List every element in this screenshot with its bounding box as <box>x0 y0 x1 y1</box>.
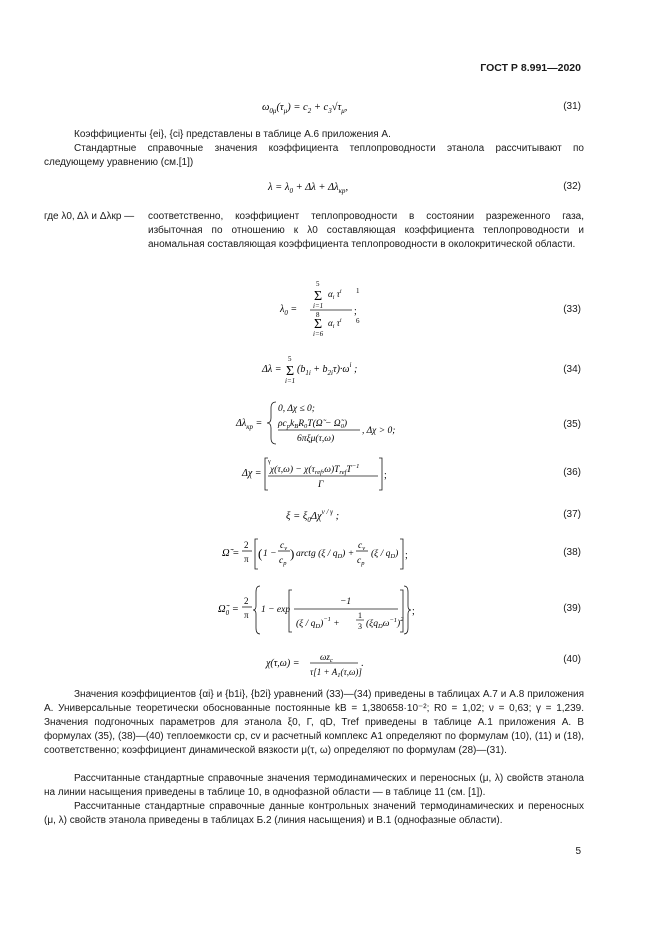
svg-text:cv: $c_v$ <box>358 541 366 552</box>
svg-text:i=1: i=1 <box>313 302 324 310</box>
svg-text:ξ = ξ0Δχν / γ ;: $\xi = \xi_0\Delta\chi^{\nu / \gamma}$ ; <box>286 508 340 524</box>
svg-text:ω0μ(τμ) = c2 + c3√τμ,: $\omega_{0\mu}(\tau_\mu) = c_2 + c_3√\tau_\mu$, <box>262 102 348 115</box>
svg-text:Σ: Σ <box>314 317 323 332</box>
paragraph-control-values: Рассчитанные стандартные справочные данные контрольных значений термодинамических и переносных (μ, λ) свойств этанола приведены в таблицах Б.2 (линия насыщения) и В.1 (однофазные области). <box>44 801 584 826</box>
svg-text:cp: $c_p$ <box>357 556 365 567</box>
where-body: соответственно, коэффициент теплопроводности в состоянии разреженного газа, избыточная по отношению к λ0 составляющая коэффициента теплопроводности и аномальная составляющая коэффициента теплопроводности в околокритической области. <box>148 211 584 250</box>
svg-text:χ(τ,ω) − χ(τref,ω)TrefT−1: $\chi(\tau,\omega) - \chi(\tau_{ref},\omega)T_{ref}T^{-1}$ <box>270 463 360 476</box>
svg-text:5: 5 <box>288 356 292 363</box>
equation-39 <box>0 584 661 636</box>
svg-text:Ω̃ =: Ω̃ = <box>222 548 240 559</box>
document-header: ГОСТ Р 8.991—2020 <box>480 62 581 74</box>
equation-39-formula <box>0 584 661 636</box>
equation-31 <box>0 98 661 122</box>
svg-text:cp: $c_p$ <box>279 556 287 567</box>
svg-text:λ = λ0 + Δλ + Δλкр,: $\lambda = \lambda_0 + \Delta\lambda + \Delta\lambda_{кр}$, <box>268 182 349 195</box>
equation-32-formula <box>0 178 661 202</box>
svg-text:1 − exp: 1 − exp <box>261 605 291 615</box>
svg-text:i=1: i=1 <box>285 377 296 385</box>
equation-35-formula <box>0 400 661 446</box>
equation-40-formula <box>0 648 661 680</box>
svg-text:γ: γ <box>268 459 271 465</box>
equation-number: (33) <box>563 304 581 315</box>
equation-33-formula <box>0 278 661 338</box>
page-number: 5 <box>575 846 581 857</box>
equation-number: (37) <box>563 509 581 520</box>
svg-text:3: 3 <box>358 622 362 631</box>
svg-text:Ω̃0 =: $\Omegã_0$ = <box>218 604 239 617</box>
equation-number: (31) <box>563 101 581 112</box>
where-clause <box>44 210 584 252</box>
equation-35 <box>0 400 661 446</box>
paragraph-calculated-values: Рассчитанные стандартные справочные значения термодинамических и переносных (μ, λ) свойств этанола на линии насыщения приведены в таблице 10, в однофазной области — в таблице 11 (см. [1]). <box>44 773 584 798</box>
svg-text:1: 1 <box>356 287 360 295</box>
svg-text:αi τi: $\alpha_i$ $\tau^i$ <box>328 289 342 301</box>
svg-text:1 −: 1 − <box>263 549 277 559</box>
equation-34-formula <box>0 356 661 386</box>
svg-text:;: ; <box>412 606 415 617</box>
equation-37-formula <box>0 506 661 530</box>
equation-33 <box>0 278 661 338</box>
svg-text:(ξqDω−1)2: $(\xi q_D\omega^{-1})^2$ <box>366 616 404 630</box>
svg-text:0, Δχ ≤ 0;: 0, Δχ ≤ 0; <box>278 404 315 414</box>
svg-text:Δχ =: Δχ = <box>242 468 262 479</box>
svg-text:Δλкр =: $\Delta\lambda_{кр}$ = <box>236 418 263 431</box>
paragraph-standard-values: Стандартные справочные значения коэффициента теплопроводности этанола рассчитывают по следующему уравнению (см.[1]) <box>44 143 584 168</box>
svg-text:Σ: Σ <box>286 364 295 379</box>
equation-number: (35) <box>563 419 581 430</box>
svg-text:, Δχ > 0;: , Δχ > 0; <box>362 426 396 436</box>
paragraph-coefficients: Коэффициенты {ei}, {ci} представлены в таблице А.6 приложения А. <box>74 129 391 140</box>
svg-text:π: π <box>244 610 249 620</box>
svg-text:−1: −1 <box>340 597 352 607</box>
equation-37 <box>0 506 661 530</box>
equation-31-formula <box>0 98 661 122</box>
svg-text:ωzc: $\omega z_c$ <box>320 652 333 664</box>
equation-number: (39) <box>563 603 581 614</box>
svg-text:2: 2 <box>244 596 249 606</box>
equation-36-formula <box>0 456 661 492</box>
svg-text:8: 8 <box>316 311 320 319</box>
svg-text:(ξ / qD)−1 +: $(\xi / q_D)^{-1}$ + <box>296 616 340 630</box>
svg-text:6: 6 <box>356 317 360 325</box>
svg-text:cv: $c_v$ <box>280 541 288 552</box>
svg-text:(: ( <box>258 546 263 561</box>
svg-text:λ0 =: $\lambda_0$ = <box>280 304 298 317</box>
equation-number: (38) <box>563 547 581 558</box>
svg-text:ρcpkBR0T(Ω̃ − Ω̃0): $\rho c_pk_BR_0T(\Omegã$ − $\Omegã_0$) <box>278 419 348 430</box>
svg-text:(ξ / qD): $(\xi / q_D)$ <box>371 549 399 560</box>
equation-number: (40) <box>563 654 581 665</box>
svg-text:(b1i + b2iτ)·ωi ;: $(b_{1i} + b_{2i}\tau)\cdot\omega^i$ ; <box>297 361 358 377</box>
equation-38-formula <box>0 536 661 572</box>
svg-text:Δλ =: Δλ = <box>262 364 282 375</box>
svg-text:χ(τ,ω) =: χ(τ,ω) = <box>266 658 300 669</box>
svg-text:.: . <box>361 658 364 669</box>
equation-number: (34) <box>563 364 581 375</box>
svg-text:;: ; <box>405 550 408 561</box>
svg-text:τ[1 + A1(τ,ω)]: $\tau[1 + A_1(\tau,\omega)]$ <box>310 667 362 679</box>
svg-text:1: 1 <box>358 611 362 620</box>
svg-text:;: ; <box>384 470 387 481</box>
paragraph-coefficient-values: Значения коэффициентов {αi} и {b1i}, {b2i} уравнений (33)—(34) приведены в таблицах А.7 и А.8 приложения А. Универсальные теоретически обоснованные постоянные kB = 1,380658·10⁻²; R0 = 1,02; ν = 0,63; γ = 1,239. Значения подгоночных параметров для этанола ξ0, Γ, qD, Tref приведены в таблице А.1 приложения А. В формулах (35), (38)—(40) теплоемкости cp, cv и расчетный комплекс A1 определяют по формулам (10), (11) и (18), соответственно; коэффициент динамической вязкости μ(τ, ω) определяют по формулам (28)—(31). <box>44 689 584 756</box>
where-lead: где λ0, Δλ и Δλкр — <box>44 211 135 222</box>
equation-number: (32) <box>563 181 581 192</box>
svg-text:): ) <box>290 546 295 561</box>
svg-text:6πξμ(τ,ω): 6πξμ(τ,ω) <box>297 434 335 444</box>
equation-36 <box>0 456 661 492</box>
svg-text:i=6: i=6 <box>313 330 324 338</box>
svg-text:Γ: Γ <box>318 480 324 490</box>
svg-text:Σ: Σ <box>314 289 323 304</box>
svg-text:arctg (ξ / qD) +: arctg $(\xi / q_D)$ + <box>296 549 355 560</box>
equation-32 <box>0 178 661 202</box>
svg-text:;: ; <box>354 306 357 317</box>
svg-text:5: 5 <box>316 280 320 288</box>
equation-40 <box>0 648 661 680</box>
svg-text:2: 2 <box>244 540 249 550</box>
equation-number: (36) <box>563 467 581 478</box>
svg-text:π: π <box>244 554 249 564</box>
equation-38 <box>0 536 661 572</box>
svg-text:αi τi: $\alpha_i$ $\tau^i$ <box>328 318 342 330</box>
equation-34 <box>0 356 661 386</box>
